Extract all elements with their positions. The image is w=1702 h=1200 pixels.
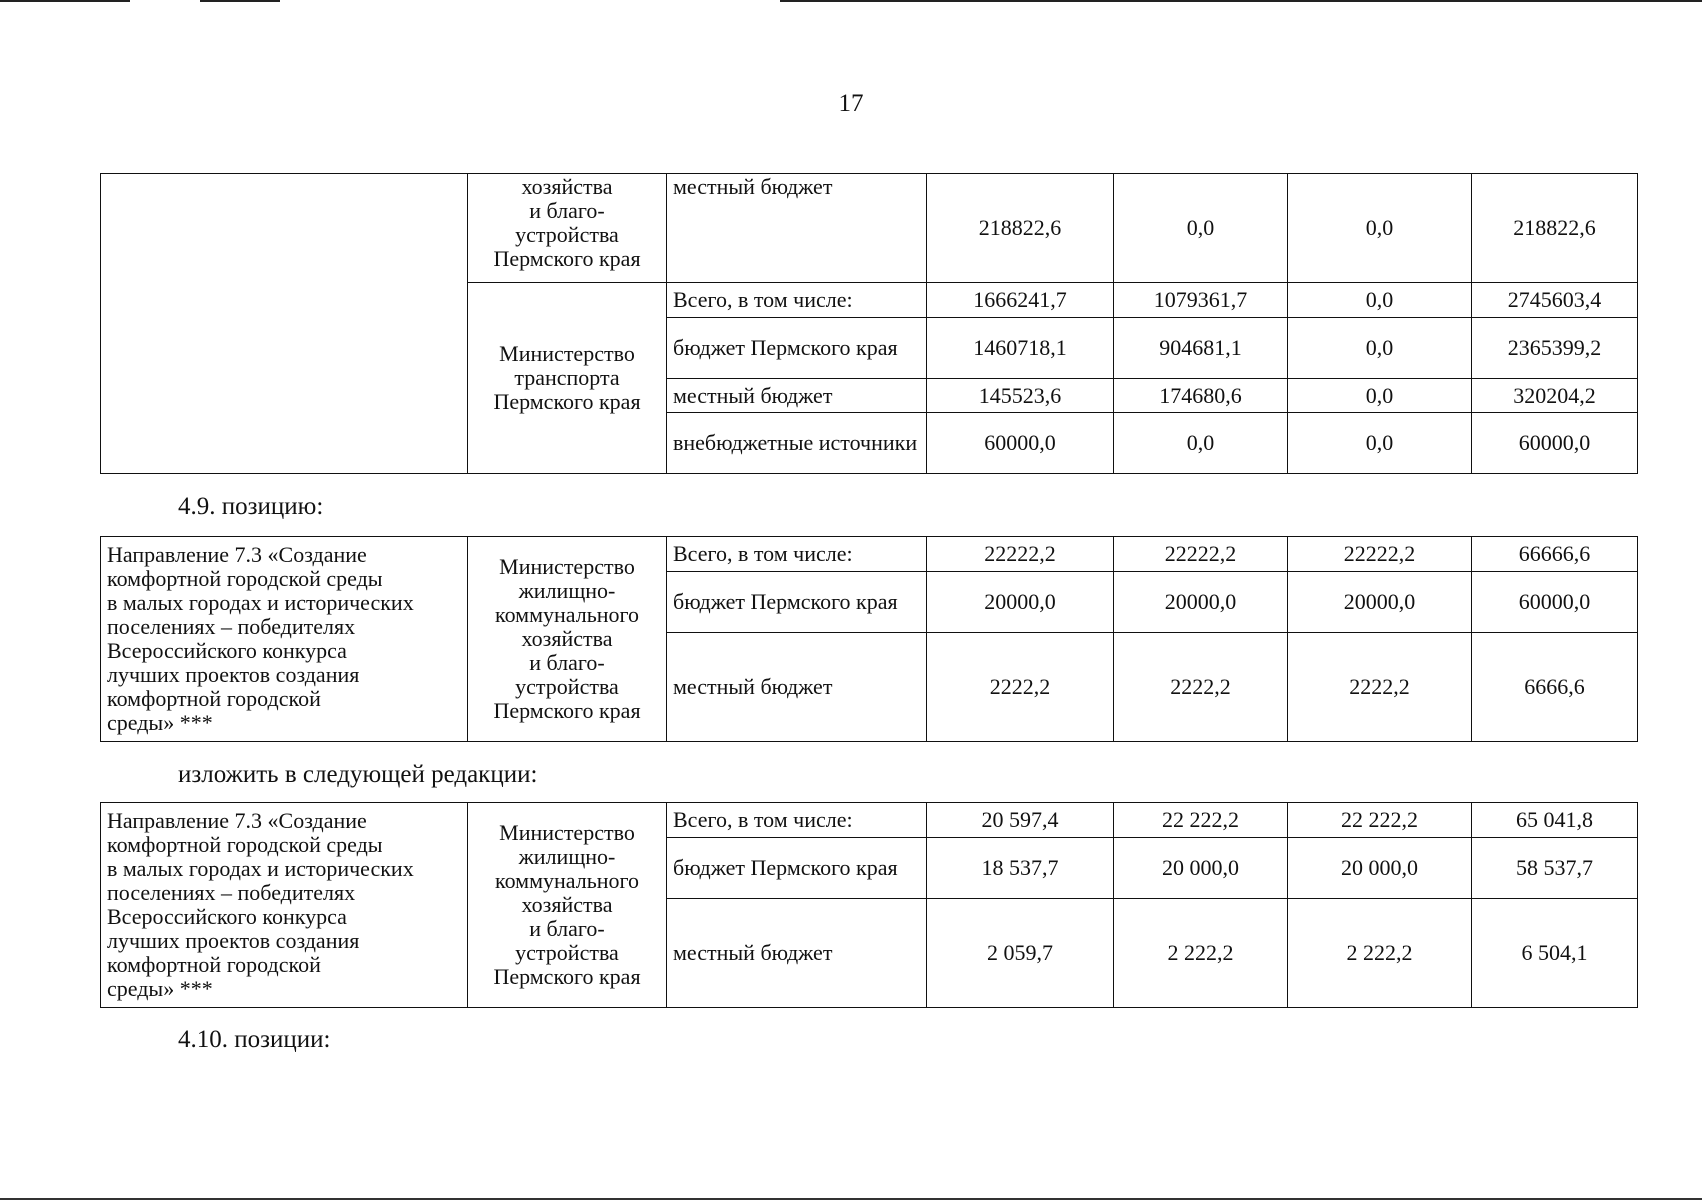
direction-line: в малых городах и исторических	[107, 590, 414, 615]
paragraph-heading: изложить в следующей редакции:	[178, 761, 538, 788]
direction-cell	[101, 803, 468, 1008]
value-cell: 20000,0	[1288, 572, 1472, 633]
executor-cell	[468, 174, 667, 283]
value-cell: 2365399,2	[1472, 318, 1638, 379]
table-row	[101, 174, 1638, 283]
value-cell: 904681,1	[1114, 318, 1288, 379]
value-cell: 2222,2	[1114, 633, 1288, 742]
funding-source: бюджет Пермского края	[667, 838, 927, 899]
value-cell: 218822,6	[1472, 174, 1638, 283]
executor-line: коммунального	[495, 602, 639, 627]
value-cell: 65 041,8	[1472, 803, 1638, 838]
funding-source: внебюджетные источники	[667, 413, 927, 474]
funding-source: местный бюджет	[667, 174, 927, 283]
value-cell: 6666,6	[1472, 633, 1638, 742]
funding-source: Всего, в том числе:	[667, 803, 927, 838]
value-cell: 0,0	[1288, 413, 1472, 474]
paragraph-heading: 4.9. позицию:	[178, 493, 324, 520]
direction-line: Всероссийского конкурса	[107, 638, 347, 663]
direction-cell	[101, 537, 468, 742]
funding-source: местный бюджет	[667, 379, 927, 413]
direction-line: лучших проектов создания	[107, 928, 360, 953]
executor-line: Министерство	[499, 341, 635, 366]
continuation-table	[100, 173, 1638, 474]
executor-cell	[468, 283, 667, 474]
executor-line: транспорта	[514, 365, 620, 390]
value-cell: 22222,2	[1288, 537, 1472, 572]
value-cell: 1666241,7	[927, 283, 1114, 318]
value-cell: 2 222,2	[1114, 899, 1288, 1008]
executor-line: хозяйства	[521, 892, 613, 917]
value-cell: 20 000,0	[1114, 838, 1288, 899]
direction-line: среды» ***	[107, 710, 213, 735]
direction-cell-empty	[101, 174, 468, 474]
direction-line: комфортной городской среды	[107, 566, 383, 591]
value-cell: 174680,6	[1114, 379, 1288, 413]
value-cell: 20 597,4	[927, 803, 1114, 838]
value-cell: 20000,0	[1114, 572, 1288, 633]
funding-source: местный бюджет	[667, 633, 927, 742]
value-cell: 2 222,2	[1288, 899, 1472, 1008]
executor-line: Пермского края	[493, 389, 641, 414]
value-cell: 60000,0	[1472, 572, 1638, 633]
paragraph-heading: 4.10. позиции:	[178, 1026, 331, 1053]
value-cell: 18 537,7	[927, 838, 1114, 899]
top-edge-line	[200, 0, 280, 2]
direction-line: комфортной городской	[107, 952, 321, 977]
executor-line: Министерство	[499, 820, 635, 845]
direction-line: среды» ***	[107, 976, 213, 1001]
direction-line: в малых городах и исторических	[107, 856, 414, 881]
value-cell: 0,0	[1288, 379, 1472, 413]
value-cell: 22 222,2	[1288, 803, 1472, 838]
executor-line: и благо-	[529, 198, 605, 223]
value-cell: 20000,0	[927, 572, 1114, 633]
executor-line: коммунального	[495, 868, 639, 893]
executor-line: Пермского края	[493, 246, 641, 271]
value-cell: 0,0	[1288, 283, 1472, 318]
executor-line: хозяйства	[521, 174, 613, 199]
direction-line: Всероссийского конкурса	[107, 904, 347, 929]
funding-source: местный бюджет	[667, 899, 927, 1008]
direction-line: поселениях – победителях	[107, 880, 356, 905]
value-cell: 22222,2	[927, 537, 1114, 572]
value-cell: 320204,2	[1472, 379, 1638, 413]
executor-line: Пермского края	[493, 698, 641, 723]
executor-cell	[468, 803, 667, 1008]
value-cell: 66666,6	[1472, 537, 1638, 572]
value-cell: 1079361,7	[1114, 283, 1288, 318]
page-number: 17	[838, 90, 864, 117]
value-cell: 1460718,1	[927, 318, 1114, 379]
executor-line: хозяйства	[521, 626, 613, 651]
funding-source: Всего, в том числе:	[667, 283, 927, 318]
executor-line: устройства	[515, 674, 619, 699]
direction-line: комфортной городской среды	[107, 832, 383, 857]
executor-line: и благо-	[529, 916, 605, 941]
funding-source: Всего, в том числе:	[667, 537, 927, 572]
direction-line: поселениях – победителях	[107, 614, 356, 639]
value-cell: 20 000,0	[1288, 838, 1472, 899]
value-cell: 2222,2	[927, 633, 1114, 742]
value-cell: 22 222,2	[1114, 803, 1288, 838]
executor-line: устройства	[515, 940, 619, 965]
value-cell: 2 059,7	[927, 899, 1114, 1008]
table-row	[101, 803, 1638, 838]
executor-line: Министерство	[499, 554, 635, 579]
value-cell: 218822,6	[927, 174, 1114, 283]
old-position-table	[100, 536, 1638, 742]
executor-line: жилищно-	[518, 844, 616, 869]
value-cell: 145523,6	[927, 379, 1114, 413]
table-row	[101, 537, 1638, 572]
value-cell: 58 537,7	[1472, 838, 1638, 899]
value-cell: 0,0	[1114, 174, 1288, 283]
value-cell: 22222,2	[1114, 537, 1288, 572]
executor-line: и благо-	[529, 650, 605, 675]
value-cell: 2745603,4	[1472, 283, 1638, 318]
value-cell: 60000,0	[927, 413, 1114, 474]
direction-line: лучших проектов создания	[107, 662, 360, 687]
value-cell: 0,0	[1288, 318, 1472, 379]
executor-cell	[468, 537, 667, 742]
new-position-table	[100, 802, 1638, 1008]
value-cell: 60000,0	[1472, 413, 1638, 474]
funding-source: бюджет Пермского края	[667, 318, 927, 379]
executor-line: устройства	[515, 222, 619, 247]
direction-line: Направление 7.3 «Создание	[107, 808, 367, 833]
executor-line: Пермского края	[493, 964, 641, 989]
value-cell: 0,0	[1114, 413, 1288, 474]
top-edge-line	[780, 0, 1702, 2]
funding-source: бюджет Пермского края	[667, 572, 927, 633]
value-cell: 2222,2	[1288, 633, 1472, 742]
top-edge-line	[0, 0, 130, 2]
direction-line: комфортной городской	[107, 686, 321, 711]
executor-line: жилищно-	[518, 578, 616, 603]
direction-line: Направление 7.3 «Создание	[107, 542, 367, 567]
value-cell: 6 504,1	[1472, 899, 1638, 1008]
value-cell: 0,0	[1288, 174, 1472, 283]
